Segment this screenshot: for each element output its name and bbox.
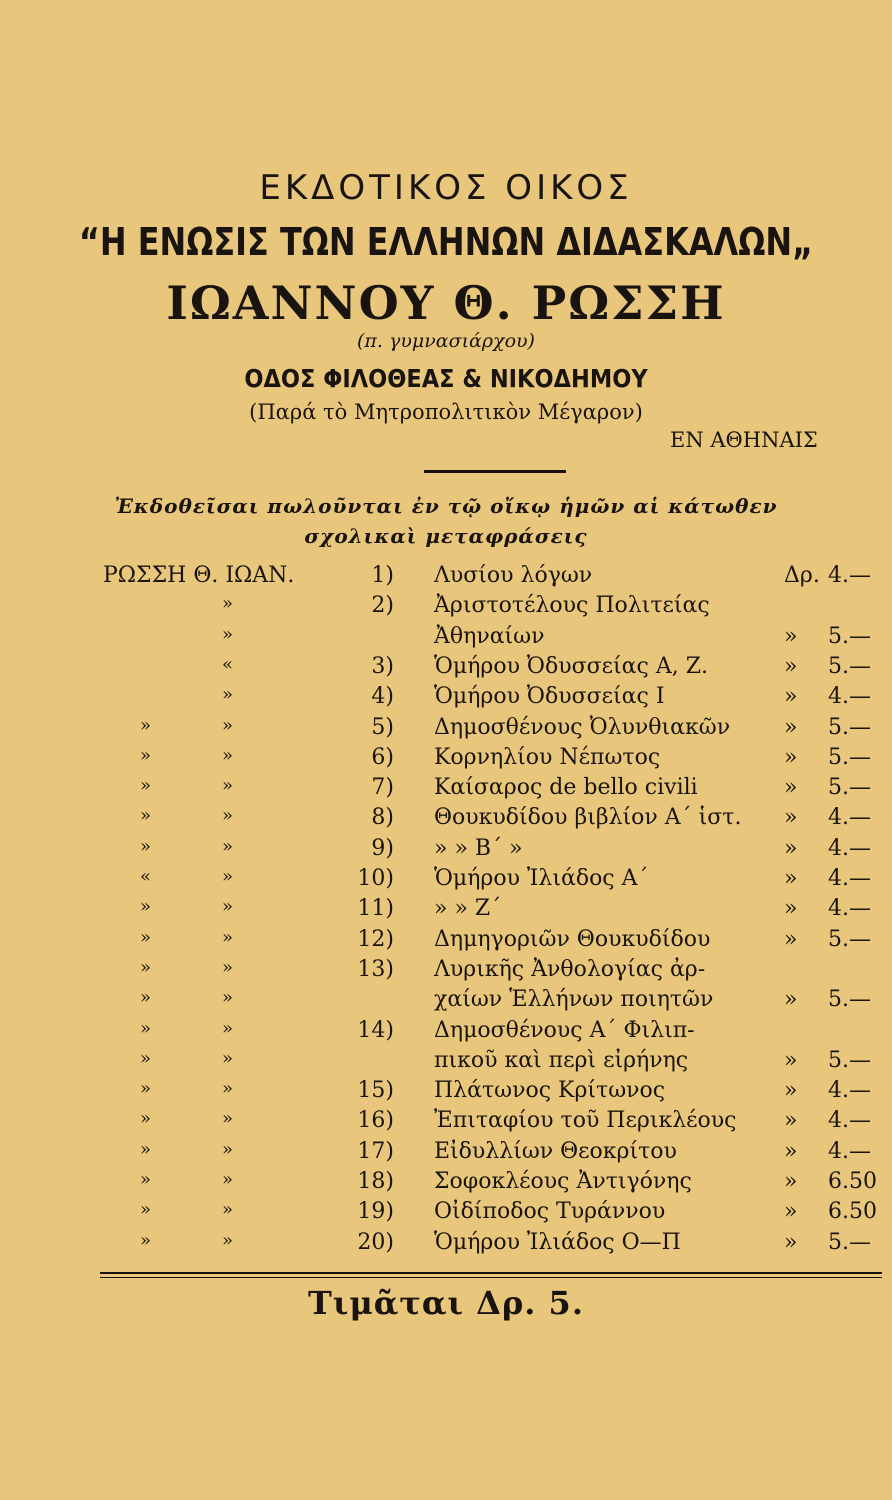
item-price: 4.—: [828, 684, 871, 710]
divider: [100, 1277, 882, 1278]
ditto-mark: »: [140, 1229, 152, 1251]
item-number: 1): [371, 563, 394, 588]
list-item: [0, 1108, 892, 1138]
item-title: Ὁμήρου Ἰλιάδος Ο—Π: [434, 1229, 681, 1255]
item-price: 4.—: [828, 1078, 871, 1104]
item-number: 9): [371, 835, 394, 861]
item-title: Καίσαρος de bello civili: [434, 775, 698, 801]
ditto-mark: »: [140, 744, 152, 766]
item-price: 6.50: [828, 1199, 877, 1225]
ditto-mark: »: [140, 1017, 152, 1039]
item-title: Εἰδυλλίων Θεοκρίτου: [434, 1138, 677, 1164]
list-item: [0, 1199, 892, 1229]
item-currency: »: [784, 653, 798, 679]
item-title: Δημοσθένους Ὀλυνθιακῶν: [434, 714, 731, 740]
ditto-mark: »: [140, 775, 152, 797]
ditto-mark: »: [222, 714, 234, 736]
item-title: Ἀριστοτέλους Πολιτείας: [434, 593, 710, 619]
item-price: 5.—: [828, 744, 871, 770]
item-currency: »: [784, 1229, 798, 1255]
ditto-mark: «: [222, 653, 234, 675]
item-currency: »: [784, 1199, 798, 1225]
item-currency: »: [784, 987, 798, 1013]
ditto-mark: »: [222, 1199, 234, 1221]
ditto-mark: »: [140, 1078, 152, 1100]
item-number: 15): [357, 1078, 394, 1104]
item-currency: »: [784, 896, 798, 922]
list-item: [0, 593, 892, 623]
item-title: πικοῦ καὶ περὶ εἰρήνης: [434, 1047, 689, 1073]
item-price: 5.—: [828, 1229, 871, 1255]
author-name: ΡΩΣΣΗ Θ. ΙΩΑΝ.: [103, 563, 295, 588]
ditto-mark: »: [222, 1229, 234, 1251]
item-number: 5): [371, 714, 394, 740]
list-item: [0, 563, 892, 593]
item-title: Ὁμήρου Ὀδυσσείας Α, Ζ.: [434, 653, 708, 679]
list-item: [0, 1230, 892, 1260]
ditto-mark: »: [140, 926, 152, 948]
item-price: 5.—: [828, 987, 871, 1013]
item-number: 18): [357, 1169, 394, 1194]
item-title: Ὁμήρου Ἰλιάδος Α΄: [434, 866, 649, 891]
list-item: [0, 684, 892, 714]
item-number: 14): [357, 1017, 394, 1043]
item-price: 5.—: [828, 623, 871, 649]
item-number: 19): [357, 1199, 394, 1225]
item-currency: »: [784, 623, 798, 649]
item-number: 10): [357, 866, 394, 891]
divider: [100, 1272, 882, 1274]
list-item: [0, 957, 892, 987]
item-number: 6): [371, 744, 394, 770]
item-price: 4.—: [828, 835, 871, 861]
ditto-mark: »: [222, 1108, 234, 1130]
ditto-mark: »: [140, 1108, 152, 1130]
list-item: [0, 805, 892, 835]
ditto-mark: »: [222, 1078, 234, 1100]
ditto-mark: »: [140, 987, 152, 1009]
ditto-mark: »: [222, 866, 234, 887]
item-title: Δημηγοριῶν Θουκυδίδου: [434, 926, 711, 952]
item-currency: »: [784, 866, 798, 891]
item-currency: »: [784, 926, 798, 952]
item-title: Ἐπιταφίου τοῦ Περικλέους: [434, 1108, 737, 1134]
item-number: 16): [357, 1108, 394, 1134]
item-title: » » Β΄ »: [434, 835, 523, 861]
item-number: 7): [371, 775, 394, 801]
list-item: [0, 1169, 892, 1199]
ditto-mark: »: [222, 835, 234, 857]
item-number: 13): [357, 956, 394, 982]
list-item: [0, 896, 892, 926]
list-item: [0, 1139, 892, 1169]
ditto-mark: »: [140, 1169, 152, 1190]
list-item: [0, 775, 892, 805]
ditto-mark: »: [140, 714, 152, 736]
item-currency: »: [784, 775, 798, 801]
item-price: 5.—: [828, 714, 871, 740]
item-price: 4.—: [828, 805, 871, 831]
item-title: Λυσίου λόγων: [434, 563, 593, 588]
item-title: χαίων Ἑλλήνων ποιητῶν: [434, 987, 714, 1013]
ditto-mark: »: [222, 1138, 234, 1160]
ditto-mark: »: [222, 1017, 234, 1039]
ditto-mark: »: [140, 896, 152, 918]
item-currency: »: [784, 714, 798, 740]
ditto-mark: »: [222, 775, 234, 797]
item-price: 4.—: [828, 563, 871, 588]
price-footer: Τιμᾶται Δρ. 5.: [308, 1284, 584, 1322]
item-number: 3): [371, 653, 394, 679]
list-item: [0, 927, 892, 957]
ditto-mark: »: [222, 896, 234, 918]
item-number: 17): [357, 1138, 394, 1164]
item-number: 4): [371, 684, 394, 710]
item-title: Θουκυδίδου βιβλίον Α΄ ἱστ.: [434, 805, 742, 831]
street-address: ΟΔΟΣ ΦΙΛΟΘΕΑΣ & ΝΙΚΟΔΗΜΟΥ: [244, 364, 648, 393]
item-title: Δημοσθένους Α΄ Φιλιπ-: [434, 1017, 695, 1043]
ditto-mark: «: [140, 866, 152, 887]
ditto-mark: »: [140, 1138, 152, 1160]
item-currency: »: [784, 835, 798, 861]
item-price: 5.—: [828, 926, 871, 952]
ditto-mark: »: [222, 805, 234, 827]
item-price: 5.—: [828, 1047, 871, 1073]
ditto-mark: »: [222, 1169, 234, 1190]
ditto-mark: »: [222, 987, 234, 1009]
ditto-mark: »: [222, 623, 234, 645]
item-title: Ἀθηναίων: [434, 623, 545, 649]
list-item: [0, 624, 892, 654]
item-title: Οἰδίποδος Τυράννου: [434, 1199, 666, 1225]
item-currency: »: [784, 1169, 798, 1194]
ditto-mark: »: [140, 805, 152, 827]
item-number: 12): [357, 926, 394, 952]
ditto-mark: »: [222, 1047, 234, 1069]
item-title: Λυρικῆς Ἀνθολογίας ἀρ-: [434, 956, 706, 982]
item-price: 6.50: [828, 1169, 877, 1194]
divider: [424, 470, 566, 473]
city-line: ΕΝ ΑΘΗΝΑΙΣ: [670, 428, 818, 452]
list-item: [0, 654, 892, 684]
intro-line-1: Ἐκδοθεῖσαι πωλοῦνται ἐν τῷ οἴκῳ ἡμῶν αἱ κάτωθεν: [114, 494, 778, 518]
list-item: [0, 836, 892, 866]
item-title: Κορνηλίου Νέπωτος: [434, 744, 661, 770]
item-currency: »: [784, 1047, 798, 1073]
item-number: 11): [357, 896, 394, 922]
item-number: 2): [371, 593, 394, 619]
ditto-mark: »: [140, 956, 152, 978]
owner-name: ΙΩΑΝΝΟΥ Θ. ΡΩΣΣΗ: [166, 276, 726, 330]
item-price: 4.—: [828, 1138, 871, 1164]
ditto-mark: »: [140, 835, 152, 857]
ditto-mark: »: [140, 1047, 152, 1069]
ditto-mark: »: [222, 956, 234, 978]
list-item: [0, 1048, 892, 1078]
ditto-mark: »: [222, 684, 234, 706]
list-item: [0, 715, 892, 745]
item-currency: »: [784, 684, 798, 710]
ditto-mark: »: [140, 1199, 152, 1221]
item-currency: »: [784, 805, 798, 831]
item-price: 4.—: [828, 1108, 871, 1134]
item-price: 5.—: [828, 775, 871, 801]
ditto-mark: »: [222, 593, 234, 615]
owner-title: (π. γυμνασιάρχου): [357, 330, 535, 352]
item-currency: »: [784, 1078, 798, 1104]
item-currency: »: [784, 1108, 798, 1134]
ditto-mark: »: [222, 926, 234, 948]
list-item: [0, 745, 892, 775]
list-item: [0, 987, 892, 1017]
item-price: 4.—: [828, 866, 871, 891]
item-currency: »: [784, 744, 798, 770]
item-currency: Δρ.: [784, 563, 820, 588]
list-item: [0, 866, 892, 896]
item-title: Σοφοκλέους Ἀντιγόνης: [434, 1169, 692, 1194]
list-item: [0, 1018, 892, 1048]
item-number: 20): [357, 1229, 394, 1255]
item-title: Πλάτωνος Κρίτωνος: [434, 1078, 666, 1104]
ditto-mark: »: [222, 744, 234, 766]
publishing-house-name: “Η ΕΝΩΣΙΣ ΤΩΝ ΕΛΛΗΝΩΝ ΔΙΔΑΣΚΑΛΩΝ„: [78, 220, 814, 264]
item-title: » » Ζ΄: [434, 896, 502, 922]
item-price: 5.—: [828, 653, 871, 679]
publisher-heading: ΕΚΔΟΤΙΚΟΣ ΟΙΚΟΣ: [259, 168, 633, 208]
item-currency: »: [784, 1138, 798, 1164]
item-price: 4.—: [828, 896, 871, 922]
item-number: 8): [371, 805, 394, 831]
landmark-note: (Παρά τὸ Μητροπολιτικὸν Μέγαρον): [249, 400, 643, 424]
intro-line-2: σχολικαὶ μεταφράσεις: [304, 524, 588, 548]
list-item: [0, 1078, 892, 1108]
item-title: Ὁμήρου Ὀδυσσείας Ι: [434, 684, 665, 710]
